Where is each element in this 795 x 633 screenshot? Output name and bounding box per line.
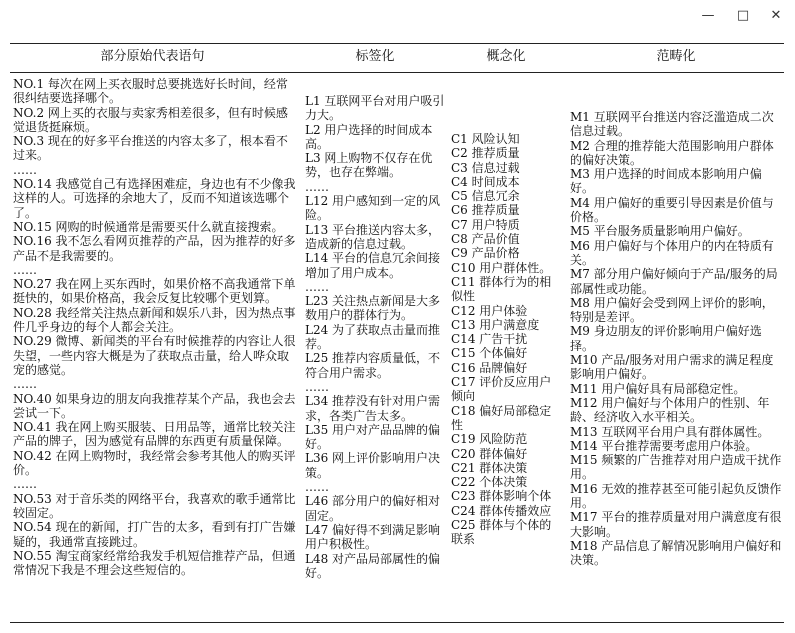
- concept-row: C15 个体偏好: [451, 346, 528, 361]
- category-row: M3 用户选择的时间成本影响用户偏好。: [570, 167, 762, 196]
- concept-row: C11 群体行为的相似性: [451, 274, 552, 304]
- label-row: L12 用户感知到一定的风险。: [305, 194, 441, 223]
- category-row: M11 用户偏好具有局部稳定性。: [570, 381, 746, 396]
- label-row: L36 网上评价影响用户决策。: [305, 451, 441, 480]
- concept-row: C2 推荐质量: [451, 146, 520, 161]
- statement-row: NO.54 现在的新闻，打广告的太多，看到有打广告嫌疑的，我通常直接跳过。: [13, 520, 296, 549]
- label-row: ……: [305, 279, 329, 294]
- concept-row: C23 群体影响个体: [451, 489, 552, 504]
- category-row: M1 互联网平台推送内容泛滥造成二次信息过载。: [570, 110, 774, 139]
- concept-row: C4 时间成本: [451, 174, 520, 189]
- concept-row: C12 用户体验: [451, 303, 528, 318]
- table-bottom-rule: [10, 622, 784, 623]
- category-row: M6 用户偏好与个体用户的内在特质有关。: [570, 238, 774, 267]
- category-row: M17 平台的推荐质量对用户满意度有很大影响。: [570, 510, 782, 539]
- category-row: M14 平台推荐需要考虑用户体验。: [570, 438, 758, 453]
- statement-row: NO.27 我在网上买东西时，如果价格不高我通常下单挺快的，如果价格高，我会反复比较哪个更划算。: [13, 277, 296, 306]
- category-row: M18 产品信息了解情况影响用户偏好和决策。: [570, 538, 782, 568]
- label-row: L47 偏好得不到满足影响用户积极性。: [305, 522, 441, 552]
- header-categories: 范畴化: [656, 49, 696, 64]
- statement-row: NO.15 网购的时候通常是需要买什么就直接搜索。: [13, 219, 284, 234]
- concept-row: C14 广告干扰: [451, 332, 528, 347]
- concept-row: C3 信息过载: [451, 160, 520, 175]
- concept-row: C16 品牌偏好: [451, 360, 528, 375]
- header-bottom-rule: [10, 72, 784, 73]
- label-row: L46 部分用户的偏好相对固定。: [305, 494, 441, 523]
- label-row: ……: [305, 179, 329, 194]
- statement-row: NO.41 我在网上购买服装、日用品等，通常比较关注产品的牌子，因为感觉有品牌的东西更有质量保障。: [13, 420, 296, 449]
- label-row: L2 用户选择的时间成本高。: [305, 122, 433, 151]
- statement-row: NO.42 在网上购物时，我经常会参考其他人的购买评价。: [13, 448, 296, 478]
- label-row: L3 网上购物不仅存在优势，也存在弊端。: [305, 151, 433, 180]
- column-concepts: [451, 132, 563, 547]
- label-row: L48 对产品局部属性的偏好。: [305, 551, 441, 580]
- concept-row: C21 群体决策: [451, 460, 528, 475]
- category-row: M8 用户偏好会受到网上评价的影响，特别是差评。: [570, 295, 774, 325]
- concept-row: C20 群体偏好: [451, 446, 528, 461]
- label-row: L1 互联网平台对用户吸引力大。: [305, 94, 445, 123]
- label-row: L23 关注热点新闻是大多数用户的群体行为。: [305, 294, 441, 323]
- category-row: M12 用户偏好与个体用户的性别、年龄、经济收入水平相关。: [570, 395, 770, 425]
- statement-row: ……: [13, 377, 37, 392]
- concept-row: C22 个体决策: [451, 475, 528, 490]
- category-row: M9 身边朋友的评价影响用户偏好选择。: [570, 324, 762, 353]
- category-row: M7 部分用户偏好倾向于产品/服务的局部属性或功能。: [570, 267, 778, 296]
- category-row: M4 用户偏好的重要引导因素是价值与价格。: [570, 195, 774, 225]
- header-concepts: 概念化: [486, 49, 526, 64]
- statement-row: NO.2 网上买的衣服与卖家秀相差很多，但有时候感觉退货挺麻烦。: [13, 105, 288, 134]
- label-row: L24 为了获取点击量而推荐。: [305, 322, 441, 352]
- statement-row: NO.53 对于音乐类的网络平台，我喜欢的歌手通常比较固定。: [13, 491, 296, 520]
- concept-row: C7 用户特质: [451, 217, 520, 232]
- concept-row: C5 信息冗余: [451, 189, 520, 204]
- concept-row: C13 用户满意度: [451, 317, 540, 332]
- column-categories: [570, 110, 784, 568]
- label-row: L34 推荐没有针对用户需求，各类广告太多。: [305, 394, 441, 423]
- column-statements: [13, 77, 298, 577]
- category-row: M10 产品/服务对用户需求的满足程度影响用户偏好。: [570, 353, 774, 382]
- label-row: L14 平台的信息冗余间接增加了用户成本。: [305, 251, 441, 280]
- label-row: L13 平台推送内容太多，造成新的信息过载。: [305, 222, 441, 251]
- statement-row: NO.40 如果身边的朋友向我推荐某个产品，我也会去尝试一下。: [13, 391, 296, 420]
- category-row: M2 合理的推荐能大范围影响用户群体的偏好决策。: [570, 138, 774, 167]
- label-row: L25 推荐内容质量低，不符合用户需求。: [305, 351, 441, 380]
- close-icon[interactable]: ✕: [770, 7, 782, 23]
- statement-row: NO.1 每次在网上买衣服时总要挑选好长时间，经常很纠结要选择哪个。: [13, 77, 288, 106]
- label-row: L35 用户对产品品牌的偏好。: [305, 422, 441, 452]
- label-row: ……: [305, 480, 329, 495]
- concept-row: C8 产品价值: [451, 232, 520, 247]
- statement-row: NO.3 现在的好多平台推送的内容太多了，根本看不过来。: [13, 134, 288, 163]
- column-labels: [305, 94, 445, 580]
- statement-row: ……: [13, 162, 37, 177]
- concept-row: C17 评价反应用户倾向: [451, 375, 552, 404]
- concept-row: C25 群体与个体的联系: [451, 518, 552, 547]
- category-row: M5 平台服务质量影响用户偏好。: [570, 224, 750, 239]
- window-titlebar: [0, 0, 795, 30]
- statement-row: NO.14 我感觉自己有选择困难症，身边也有不少像我这样的人。可选择的余地大了，反而不知道该选哪个了。: [13, 177, 296, 220]
- table-top-rule: [10, 43, 784, 44]
- statement-row: NO.28 我经常关注热点新闻和娱乐八卦，因为热点事件几乎身边的每个人都会关注。: [13, 305, 296, 335]
- concept-row: C10 用户群体性。: [451, 260, 552, 275]
- concept-row: C1 风险认知: [451, 132, 520, 146]
- statement-row: NO.29 微博、新闻类的平台有时候推荐的内容让人很失望，一些内容大概是为了获取点击量，给人哗众取宠的感觉。: [13, 334, 296, 377]
- statement-row: ……: [13, 262, 37, 277]
- minimize-icon[interactable]: —: [701, 7, 715, 23]
- header-labels: 标签化: [355, 49, 395, 64]
- concept-row: C24 群体传播效应: [451, 503, 552, 518]
- concept-row: C19 风险防范: [451, 432, 528, 447]
- statement-row: NO.55 淘宝商家经常给我发手机短信推荐产品，但通常情况下我是不理会这些短信的。: [13, 548, 296, 578]
- concept-row: C6 推荐质量: [451, 203, 520, 218]
- category-row: M15 频繁的广告推荐对用户造成干扰作用。: [570, 453, 782, 482]
- category-row: M16 无效的推荐甚至可能引起负反馈作用。: [570, 481, 782, 511]
- category-row: M13 互联网平台用户具有群体属性。: [570, 424, 770, 439]
- concept-row: C18 偏好局部稳定性: [451, 403, 552, 432]
- statement-row: NO.16 我不怎么看网页推荐的产品，因为推荐的好多产品不是我需要的。: [13, 234, 296, 263]
- maximize-icon[interactable]: □: [736, 7, 750, 23]
- statement-row: ……: [13, 477, 37, 492]
- concept-row: C9 产品价格: [451, 246, 520, 261]
- header-statements: 部分原始代表语句: [100, 49, 205, 64]
- label-row: ……: [305, 379, 329, 394]
